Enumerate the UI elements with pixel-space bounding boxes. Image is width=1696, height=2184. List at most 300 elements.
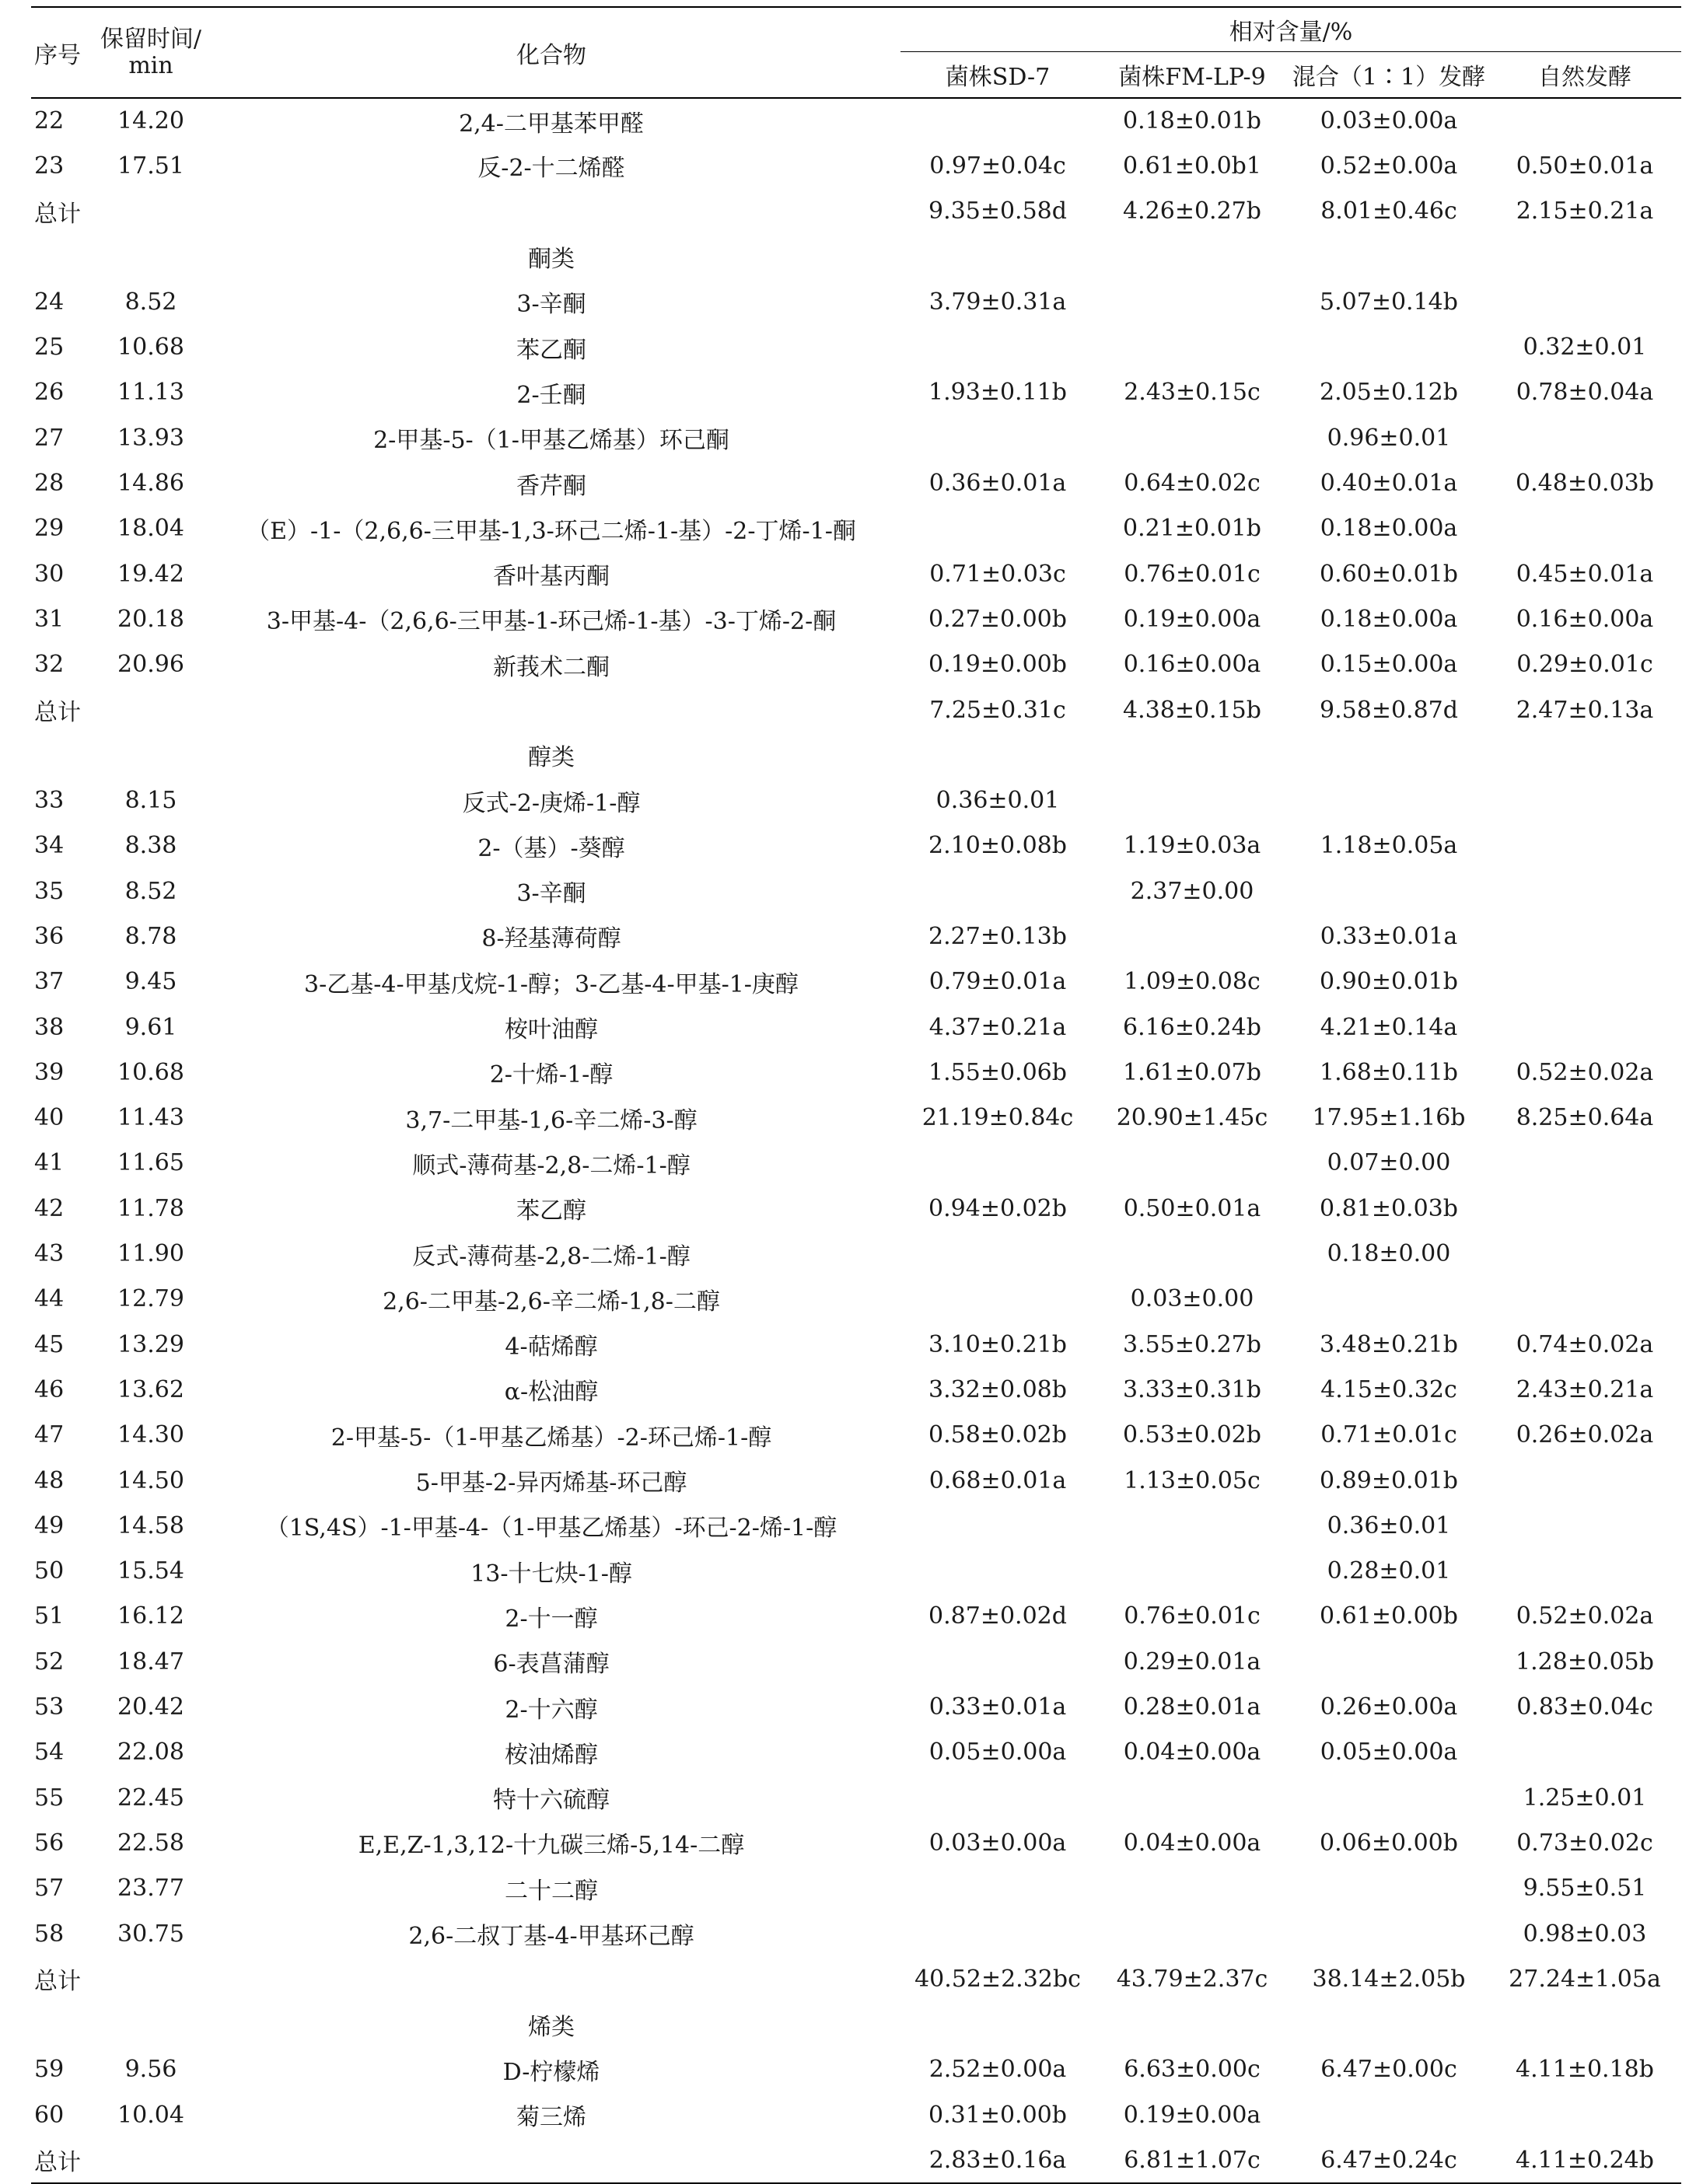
row-number: 49 xyxy=(34,1511,65,1539)
value-sd7: 0.68±0.01a xyxy=(928,1466,1067,1494)
value-natural xyxy=(1488,1141,1681,1186)
value-fmlp9 xyxy=(1095,1775,1289,1820)
value-fmlp9: 0.64±0.02c xyxy=(1124,470,1261,498)
compound-name xyxy=(202,687,900,732)
value-mixed: 0.05±0.00a xyxy=(1320,1738,1458,1766)
value-fmlp9: 6.63±0.00c xyxy=(1124,2056,1261,2084)
compound-name: 3,7-二甲基-1,6-辛二烯-3-醇 xyxy=(405,1106,698,1134)
value-natural xyxy=(1488,2092,1681,2137)
value-mixed xyxy=(1289,2092,1488,2137)
header-retention-time-line2: min xyxy=(128,51,173,79)
value-sd7: 0.36±0.01a xyxy=(928,470,1067,498)
header-strain-sd7: 菌株SD-7 xyxy=(900,52,1095,99)
value-mixed xyxy=(1289,324,1488,369)
value-sd7: 4.37±0.21a xyxy=(928,1013,1067,1041)
value-mixed: 1.18±0.05a xyxy=(1320,832,1458,860)
compound-name: D-柠檬烯 xyxy=(502,2058,600,2086)
compound-name xyxy=(202,2137,900,2182)
table-row xyxy=(31,1503,1681,1548)
row-number xyxy=(31,732,100,778)
value-mixed: 0.26±0.00a xyxy=(1320,1693,1458,1721)
value-sd7 xyxy=(900,506,1095,551)
value-natural xyxy=(1488,98,1681,143)
value-fmlp9: 0.28±0.01a xyxy=(1123,1693,1261,1721)
value-sd7 xyxy=(900,732,1095,778)
retention-time: 17.51 xyxy=(117,152,184,180)
value-natural: 0.50±0.01a xyxy=(1516,152,1654,180)
value-mixed: 0.40±0.01a xyxy=(1320,470,1458,498)
value-natural: 0.45±0.01a xyxy=(1516,560,1654,588)
value-fmlp9 xyxy=(1095,234,1289,279)
value-natural: 9.55±0.51 xyxy=(1523,1875,1647,1903)
row-number: 43 xyxy=(34,1240,65,1268)
value-mixed: 0.52±0.00a xyxy=(1320,152,1458,180)
row-number: 39 xyxy=(34,1058,65,1086)
header-mixed-fermentation: 混合（1∶1）发酵 xyxy=(1289,52,1488,99)
compound-name: 反式-薄荷基-2,8-二烯-1-醇 xyxy=(412,1242,691,1270)
value-mixed: 6.47±0.24c xyxy=(1289,2137,1488,2182)
value-fmlp9: 0.50±0.01a xyxy=(1123,1194,1261,1222)
value-fmlp9: 0.76±0.01c xyxy=(1124,560,1261,588)
value-mixed xyxy=(1289,1775,1488,1820)
table-row xyxy=(31,1594,1681,1639)
value-mixed: 0.33±0.01a xyxy=(1320,922,1458,950)
compound-name: 2-十一醇 xyxy=(505,1605,598,1633)
value-mixed: 0.61±0.00b xyxy=(1320,1602,1458,1630)
row-number: 34 xyxy=(34,832,65,860)
value-fmlp9: 0.18±0.01b xyxy=(1123,107,1261,135)
category-label: 烯类 xyxy=(528,2013,575,2041)
retention-time: 14.20 xyxy=(117,107,184,135)
compound-name: 苯乙酮 xyxy=(516,336,586,364)
value-fmlp9: 6.81±1.07c xyxy=(1095,2137,1289,2182)
table-row xyxy=(31,1730,1681,1775)
value-mixed: 0.15±0.00a xyxy=(1320,651,1458,679)
retention-time: 10.04 xyxy=(117,2101,184,2129)
table-row xyxy=(31,506,1681,551)
retention-time: 8.78 xyxy=(124,922,177,950)
total-row xyxy=(31,1956,1681,2001)
value-fmlp9 xyxy=(1095,1141,1289,1186)
value-sd7: 3.32±0.08b xyxy=(928,1375,1067,1403)
value-sd7 xyxy=(900,1911,1095,1956)
total-row xyxy=(31,687,1681,732)
value-sd7: 0.94±0.02b xyxy=(928,1194,1067,1222)
value-natural: 0.52±0.02a xyxy=(1516,1602,1654,1630)
value-fmlp9: 0.29±0.01a xyxy=(1123,1648,1261,1676)
table-row xyxy=(31,596,1681,641)
row-number: 59 xyxy=(34,2056,65,2084)
category-row xyxy=(31,732,1681,778)
row-number: 23 xyxy=(34,152,65,180)
value-natural: 0.16±0.00a xyxy=(1516,605,1654,633)
value-fmlp9: 3.33±0.31b xyxy=(1123,1375,1261,1403)
value-mixed: 6.47±0.00c xyxy=(1320,2056,1457,2084)
table-row xyxy=(31,1549,1681,1594)
retention-time: 30.75 xyxy=(117,1920,184,1948)
value-fmlp9: 0.19±0.00a xyxy=(1123,2101,1261,2129)
compound-name: 3-辛酮 xyxy=(516,880,586,908)
value-natural: 0.78±0.04a xyxy=(1516,379,1654,407)
retention-time: 13.29 xyxy=(117,1330,184,1358)
compound-name: 反-2-十二烯醛 xyxy=(477,155,625,183)
table-row xyxy=(31,460,1681,505)
value-sd7 xyxy=(900,234,1095,279)
value-fmlp9 xyxy=(1095,914,1289,959)
compound-name: 6-表菖蒲醇 xyxy=(493,1651,610,1679)
row-number: 45 xyxy=(34,1330,65,1358)
value-mixed xyxy=(1289,2001,1488,2046)
value-mixed: 0.81±0.03b xyxy=(1320,1194,1458,1222)
compound-name: （1S,4S）-1-甲基-4-（1-甲基乙烯基）-环己-2-烯-1-醇 xyxy=(265,1515,838,1543)
retention-time: 9.56 xyxy=(124,2056,177,2084)
value-fmlp9: 6.16±0.24b xyxy=(1123,1013,1261,1041)
retention-time: 18.04 xyxy=(117,515,184,543)
value-sd7 xyxy=(900,324,1095,369)
retention-time: 22.45 xyxy=(117,1784,184,1812)
retention-time: 22.58 xyxy=(117,1829,184,1857)
row-number: 29 xyxy=(34,515,65,543)
value-mixed xyxy=(1289,778,1488,823)
table-row xyxy=(31,551,1681,596)
value-sd7: 9.35±0.58d xyxy=(928,197,1067,225)
row-number: 58 xyxy=(34,1920,65,1948)
value-sd7 xyxy=(900,98,1095,143)
value-natural xyxy=(1488,1730,1681,1775)
value-mixed: 3.48±0.21b xyxy=(1320,1330,1458,1358)
compound-name: 桉叶油醇 xyxy=(505,1016,598,1044)
row-number: 33 xyxy=(34,787,65,815)
row-number: 25 xyxy=(34,334,65,362)
retention-time: 9.45 xyxy=(124,968,177,996)
compound-name: 2-十六醇 xyxy=(505,1696,598,1724)
row-number: 24 xyxy=(34,288,65,316)
value-sd7: 0.87±0.02d xyxy=(928,1602,1067,1630)
value-mixed xyxy=(1289,868,1488,914)
value-natural: 0.74±0.02a xyxy=(1516,1330,1654,1358)
value-natural: 0.26±0.02a xyxy=(1516,1421,1654,1449)
retention-time xyxy=(100,1956,202,2001)
value-fmlp9: 0.16±0.00a xyxy=(1123,651,1261,679)
compound-name: 特十六硫醇 xyxy=(493,1787,610,1815)
value-sd7 xyxy=(900,2001,1095,2046)
compound-name: 菊三烯 xyxy=(516,2104,586,2132)
value-fmlp9: 0.04±0.00a xyxy=(1123,1738,1261,1766)
compound-name: 2,6-二叔丁基-4-甲基环己醇 xyxy=(408,1923,694,1951)
value-sd7: 1.93±0.11b xyxy=(928,379,1067,407)
table-row xyxy=(31,1277,1681,1322)
value-fmlp9 xyxy=(1095,1866,1289,1911)
value-natural: 1.25±0.01 xyxy=(1523,1784,1647,1812)
value-sd7: 2.27±0.13b xyxy=(928,922,1067,950)
value-mixed: 0.36±0.01 xyxy=(1327,1511,1451,1539)
row-number: 总计 xyxy=(34,699,81,726)
value-natural: 0.83±0.04c xyxy=(1516,1693,1653,1721)
value-sd7 xyxy=(900,1141,1095,1186)
compound-name: 反式-2-庚烯-1-醇 xyxy=(462,789,641,817)
retention-time: 10.68 xyxy=(117,334,184,362)
row-number: 42 xyxy=(34,1194,65,1222)
value-natural: 0.52±0.02a xyxy=(1516,1058,1654,1086)
value-mixed: 2.05±0.12b xyxy=(1320,379,1458,407)
value-natural: 0.98±0.03 xyxy=(1523,1920,1647,1948)
retention-time: 20.18 xyxy=(117,605,184,633)
row-number: 50 xyxy=(34,1557,65,1585)
value-sd7: 1.55±0.06b xyxy=(928,1058,1067,1086)
value-fmlp9: 0.04±0.00a xyxy=(1123,1829,1261,1857)
value-sd7 xyxy=(900,868,1095,914)
retention-time: 8.15 xyxy=(124,787,177,815)
value-natural xyxy=(1488,1005,1681,1050)
row-number: 60 xyxy=(34,2101,65,2129)
retention-time xyxy=(100,234,202,279)
total-row xyxy=(31,189,1681,234)
row-number: 47 xyxy=(34,1421,65,1449)
header-strain-fmlp9: 菌株FM-LP-9 xyxy=(1095,52,1289,99)
value-natural xyxy=(1488,234,1681,279)
compound-name: E,E,Z-1,3,12-十九碳三烯-5,14-二醇 xyxy=(358,1832,745,1860)
table-row xyxy=(31,98,1681,143)
header-natural-fermentation: 自然发酵 xyxy=(1488,52,1681,99)
value-mixed: 0.60±0.01b xyxy=(1320,560,1458,588)
row-number: 40 xyxy=(34,1104,65,1132)
row-number: 55 xyxy=(34,1784,65,1812)
value-mixed: 0.07±0.00 xyxy=(1327,1149,1451,1177)
retention-time xyxy=(100,732,202,778)
value-sd7 xyxy=(900,1549,1095,1594)
value-sd7 xyxy=(900,415,1095,460)
retention-time: 13.93 xyxy=(117,424,184,452)
value-fmlp9 xyxy=(1095,279,1289,324)
compound-name: 苯乙醇 xyxy=(516,1197,586,1225)
row-number: 总计 xyxy=(34,1968,81,1996)
value-fmlp9 xyxy=(1095,2001,1289,2046)
compound-name xyxy=(202,1956,900,2001)
table-row xyxy=(31,1820,1681,1865)
table-row xyxy=(31,959,1681,1005)
row-number: 46 xyxy=(34,1375,65,1403)
value-natural: 0.48±0.03b xyxy=(1516,470,1654,498)
value-natural xyxy=(1488,778,1681,823)
row-number xyxy=(31,2001,100,2046)
value-sd7: 0.31±0.00b xyxy=(928,2101,1067,2129)
value-mixed xyxy=(1289,732,1488,778)
value-fmlp9: 43.79±2.37c xyxy=(1116,1965,1268,1993)
table-row xyxy=(31,1775,1681,1820)
compound-name: 3-甲基-4-（2,6,6-三甲基-1-环己烯-1-基）-3-丁烯-2-酮 xyxy=(266,608,837,636)
retention-time: 18.47 xyxy=(117,1648,184,1676)
value-sd7 xyxy=(900,1231,1095,1276)
retention-time: 23.77 xyxy=(117,1875,184,1903)
value-sd7: 0.58±0.02b xyxy=(928,1421,1067,1449)
retention-time xyxy=(100,2137,202,2182)
table-row xyxy=(31,1684,1681,1729)
retention-time: 8.38 xyxy=(124,832,177,860)
value-sd7 xyxy=(900,1503,1095,1548)
value-sd7 xyxy=(900,1277,1095,1322)
value-sd7: 0.97±0.04c xyxy=(929,152,1066,180)
retention-time xyxy=(100,687,202,732)
value-fmlp9: 4.38±0.15b xyxy=(1123,696,1261,724)
value-fmlp9 xyxy=(1095,778,1289,823)
retention-time: 8.52 xyxy=(124,288,177,316)
retention-time: 9.61 xyxy=(124,1013,177,1041)
value-natural xyxy=(1488,1503,1681,1548)
value-sd7: 2.83±0.16a xyxy=(900,2137,1095,2182)
value-sd7: 0.05±0.00a xyxy=(928,1738,1067,1766)
table-row xyxy=(31,1322,1681,1367)
value-fmlp9 xyxy=(1095,415,1289,460)
value-mixed: 4.21±0.14a xyxy=(1320,1013,1458,1041)
table-row xyxy=(31,279,1681,324)
table-row xyxy=(31,1458,1681,1503)
table-row xyxy=(31,868,1681,914)
value-natural: 1.28±0.05b xyxy=(1516,1648,1654,1676)
value-fmlp9: 20.90±1.45c xyxy=(1116,1104,1268,1132)
retention-time: 19.42 xyxy=(117,560,184,588)
value-natural: 8.25±0.64a xyxy=(1516,1104,1654,1132)
value-sd7 xyxy=(900,1639,1095,1684)
table-row xyxy=(31,1231,1681,1276)
value-sd7: 40.52±2.32bc xyxy=(914,1965,1081,1993)
value-mixed: 17.95±1.16b xyxy=(1312,1104,1466,1132)
value-mixed xyxy=(1289,234,1488,279)
value-mixed: 4.15±0.32c xyxy=(1320,1375,1457,1403)
value-natural xyxy=(1488,732,1681,778)
value-fmlp9 xyxy=(1095,1503,1289,1548)
value-natural: 0.32±0.01 xyxy=(1523,334,1647,362)
retention-time: 16.12 xyxy=(117,1602,184,1630)
table-row xyxy=(31,778,1681,823)
row-number: 56 xyxy=(34,1829,65,1857)
value-mixed: 0.90±0.01b xyxy=(1320,968,1458,996)
value-fmlp9: 1.09±0.08c xyxy=(1124,968,1261,996)
total-row xyxy=(31,2137,1681,2182)
value-fmlp9 xyxy=(1095,1549,1289,1594)
table-row xyxy=(31,642,1681,687)
value-natural xyxy=(1488,1231,1681,1276)
value-natural xyxy=(1488,959,1681,1005)
table-row xyxy=(31,914,1681,959)
retention-time: 14.50 xyxy=(117,1466,184,1494)
table-row xyxy=(31,1141,1681,1186)
value-mixed: 0.89±0.01b xyxy=(1320,1466,1458,1494)
value-mixed xyxy=(1289,1866,1488,1911)
compound-name: 2,6-二甲基-2,6-辛二烯-1,8-二醇 xyxy=(383,1288,720,1316)
compound-name: 2-十烯-1-醇 xyxy=(489,1061,614,1089)
value-fmlp9: 1.13±0.05c xyxy=(1124,1466,1261,1494)
value-natural xyxy=(1488,823,1681,868)
value-natural: 0.73±0.02c xyxy=(1516,1829,1653,1857)
compound-name: 2-（基）-葵醇 xyxy=(477,834,625,862)
value-fmlp9: 0.53±0.02b xyxy=(1123,1421,1261,1449)
compound-name: α-松油醇 xyxy=(504,1379,599,1406)
compound-name: 5-甲基-2-异丙烯基-环己醇 xyxy=(415,1469,687,1497)
table-row xyxy=(31,1005,1681,1050)
retention-time: 14.58 xyxy=(117,1511,184,1539)
compound-name: 13-十七炔-1-醇 xyxy=(470,1560,632,1588)
value-mixed xyxy=(1289,1639,1488,1684)
row-number: 44 xyxy=(34,1285,65,1313)
table-row xyxy=(31,1050,1681,1095)
compound-name: 香叶基丙酮 xyxy=(493,563,610,591)
value-mixed: 0.06±0.00b xyxy=(1320,1829,1458,1857)
row-number: 54 xyxy=(34,1738,65,1766)
compound-name: 2,4-二甲基苯甲醛 xyxy=(459,110,644,138)
retention-time: 15.54 xyxy=(117,1557,184,1585)
retention-time: 14.30 xyxy=(117,1421,184,1449)
compound-name: 新莪术二酮 xyxy=(493,653,610,681)
value-mixed: 38.14±2.05b xyxy=(1312,1965,1466,1993)
table-row xyxy=(31,823,1681,868)
value-mixed: 0.28±0.01 xyxy=(1327,1557,1451,1585)
value-natural xyxy=(1488,868,1681,914)
table-row xyxy=(31,1866,1681,1911)
value-sd7 xyxy=(900,1866,1095,1911)
row-number: 22 xyxy=(34,107,65,135)
row-number: 52 xyxy=(34,1648,65,1676)
value-fmlp9: 1.19±0.03a xyxy=(1123,832,1261,860)
table-body xyxy=(31,98,1681,2183)
table-row xyxy=(31,143,1681,188)
row-number: 48 xyxy=(34,1466,65,1494)
category-row xyxy=(31,2001,1681,2046)
header-relative-content: 相对含量/% xyxy=(900,7,1681,52)
table-row xyxy=(31,2092,1681,2137)
value-natural xyxy=(1488,914,1681,959)
value-mixed: 0.96±0.01 xyxy=(1327,424,1451,452)
value-fmlp9 xyxy=(1095,732,1289,778)
table-row xyxy=(31,1367,1681,1412)
row-number: 28 xyxy=(34,470,65,498)
compound-name: 二十二醇 xyxy=(505,1877,598,1905)
retention-time: 12.79 xyxy=(117,1285,184,1313)
value-natural xyxy=(1488,1458,1681,1503)
retention-time: 14.86 xyxy=(117,470,184,498)
value-natural xyxy=(1488,1186,1681,1231)
retention-time: 13.62 xyxy=(117,1375,184,1403)
table-row xyxy=(31,1186,1681,1231)
row-number: 57 xyxy=(34,1875,65,1903)
compound-name: 3-乙基-4-甲基戊烷-1-醇；3-乙基-4-甲基-1-庚醇 xyxy=(304,970,799,998)
value-fmlp9 xyxy=(1095,1231,1289,1276)
value-sd7: 0.33±0.01a xyxy=(928,1693,1067,1721)
value-sd7: 2.52±0.00a xyxy=(928,2056,1067,2084)
value-sd7: 3.79±0.31a xyxy=(928,288,1067,316)
table-row xyxy=(31,1911,1681,1956)
retention-time: 20.42 xyxy=(117,1693,184,1721)
table-row xyxy=(31,1413,1681,1458)
value-mixed: 8.01±0.46c xyxy=(1320,197,1457,225)
row-number: 53 xyxy=(34,1693,65,1721)
retention-time: 22.08 xyxy=(117,1738,184,1766)
value-sd7: 0.03±0.00a xyxy=(928,1829,1067,1857)
value-fmlp9: 0.61±0.0b1 xyxy=(1123,152,1261,180)
value-sd7: 0.19±0.00b xyxy=(928,651,1067,679)
compound-name: 香芹酮 xyxy=(516,472,586,500)
value-sd7: 0.27±0.00b xyxy=(928,605,1067,633)
retention-time: 11.43 xyxy=(117,1104,184,1132)
value-sd7: 3.10±0.21b xyxy=(928,1330,1067,1358)
value-fmlp9: 2.37±0.00 xyxy=(1130,877,1254,905)
value-natural: 2.43±0.21a xyxy=(1516,1375,1654,1403)
value-natural: 0.29±0.01c xyxy=(1516,651,1653,679)
compound-name: 8-羟基薄荷醇 xyxy=(481,925,621,953)
value-mixed: 1.68±0.11b xyxy=(1320,1058,1458,1086)
retention-time: 11.78 xyxy=(117,1194,184,1222)
row-number: 总计 xyxy=(31,2137,100,2182)
retention-time: 11.90 xyxy=(117,1240,184,1268)
